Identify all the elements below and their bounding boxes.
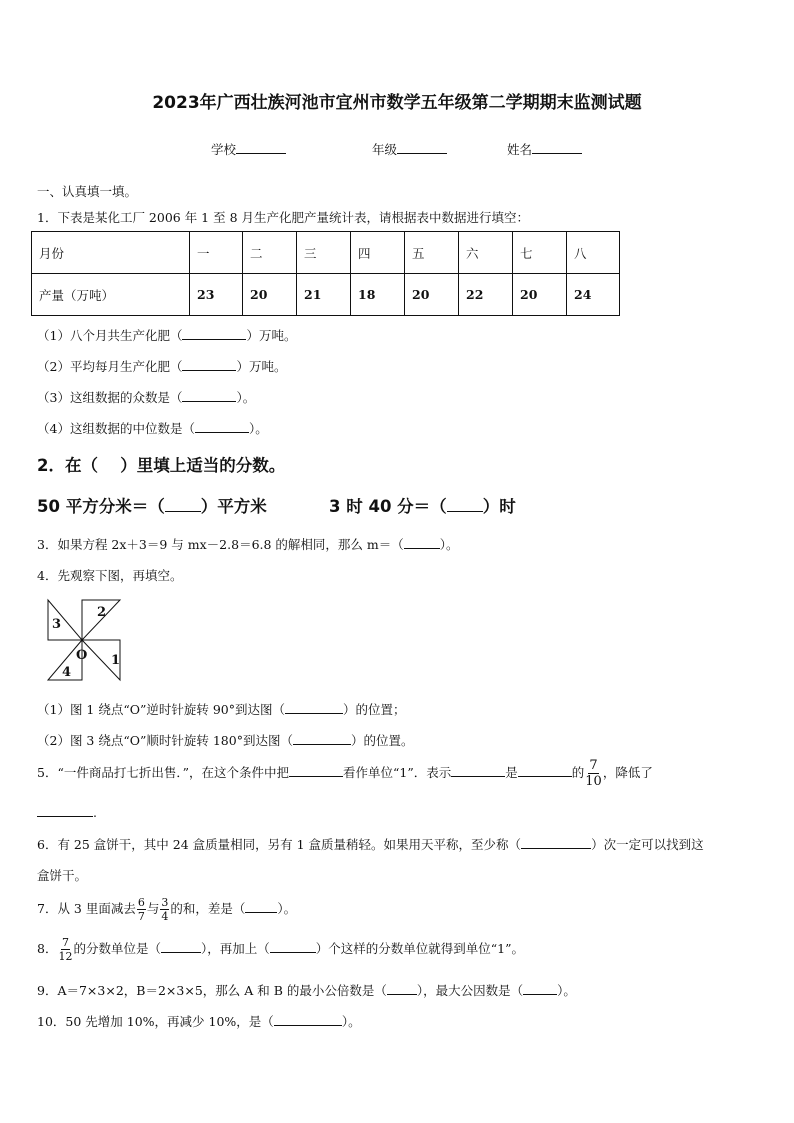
answer-blank[interactable] <box>182 369 236 371</box>
answer-blank[interactable] <box>182 338 246 340</box>
answer-blank[interactable] <box>245 911 277 913</box>
question-7: 7．从 3 里面减去 $\frac{6}{7}$ 与 $\frac{3}{4}$ 的和，差是（ ）。 <box>37 896 297 923</box>
question-9: 9．A＝7×3×2，B＝2×3×5，那么 A 和 B 的最小公倍数是（ ），最大公因数是（ ）。 <box>37 983 576 998</box>
table-cell: 22 <box>459 274 513 316</box>
table-cell: 20 <box>405 274 459 316</box>
question-4-sub-1: （1）图 1 绕点“O”逆时针旋转 90°到达图（ ）的位置； <box>37 702 406 717</box>
table-cell: 五 <box>405 232 459 274</box>
question-8: 8． $\frac{7}{12}$ 的分数单位是（ ），再加上（ ）个这样的分数单位就得到单位“1”。 <box>37 936 524 963</box>
answer-blank[interactable] <box>165 510 201 512</box>
answer-blank[interactable] <box>387 993 417 995</box>
label-o: O <box>76 648 88 663</box>
table-cell: 一 <box>190 232 243 274</box>
question-6-line-2: 盒饼干。 <box>37 868 88 883</box>
fraction-6-7: $\frac{6}{7}$ <box>137 896 145 923</box>
table-cell: 四 <box>351 232 405 274</box>
school-field <box>211 140 286 158</box>
table-cell: 20 <box>513 274 567 316</box>
fraction-7-10: $\frac{7}{10}$ <box>585 758 602 789</box>
question-8-number: 8． <box>37 941 58 956</box>
question-10: 10．50 先增加 10%，再减少 10%，是（ ）。 <box>37 1014 361 1029</box>
answer-blank[interactable] <box>518 775 572 777</box>
grade-blank[interactable] <box>397 152 447 154</box>
answer-blank[interactable] <box>289 775 343 777</box>
question-5-line-2: . <box>37 805 97 820</box>
question-1-sub-3: （3）这组数据的众数是（ ）。 <box>37 390 256 405</box>
table-cell: 21 <box>297 274 351 316</box>
answer-blank[interactable] <box>451 775 505 777</box>
table-cell: 七 <box>513 232 567 274</box>
grade-field <box>372 140 447 158</box>
table-cell: 八 <box>567 232 620 274</box>
production-table <box>31 231 620 316</box>
table-header-cell: 月份 <box>32 232 190 274</box>
table-cell: 23 <box>190 274 243 316</box>
question-1-sub-1: （1）八个月共生产化肥（ ）万吨。 <box>37 328 297 343</box>
name-label: 姓名 <box>507 142 533 157</box>
answer-blank[interactable] <box>523 993 557 995</box>
label-3: 3 <box>52 617 62 632</box>
fraction-7-12: $\frac{7}{12}$ <box>58 936 73 963</box>
table-cell: 六 <box>459 232 513 274</box>
answer-blank[interactable] <box>293 743 351 745</box>
school-label: 学校 <box>211 142 237 157</box>
table-row <box>32 232 620 274</box>
table-cell: 18 <box>351 274 405 316</box>
answer-blank[interactable] <box>274 1024 342 1026</box>
grade-label: 年级 <box>372 142 398 157</box>
name-field <box>507 140 582 158</box>
question-1-sub-2: （2）平均每月生产化肥（ ）万吨。 <box>37 359 287 374</box>
table-header-cell: 产量（万吨） <box>32 274 190 316</box>
question-5: 5．“一件商品打七折出售．”，在这个条件中把 看作单位“1”．表示 是 的 $\frac{7}{10}$ ，降低了 <box>37 758 653 789</box>
question-3: 3．如果方程 2x＋3＝9 与 mx－2.8＝6.8 的解相同，那么 m＝（ ）。 <box>37 537 459 552</box>
label-4: 4 <box>62 665 72 680</box>
name-blank[interactable] <box>532 152 582 154</box>
answer-blank[interactable] <box>447 510 483 512</box>
question-1-sub-4: （4）这组数据的中位数是（ ）。 <box>37 421 268 436</box>
section-heading: 一、认真填一填。 <box>37 184 138 199</box>
answer-blank[interactable] <box>285 712 343 714</box>
answer-blank[interactable] <box>161 951 201 953</box>
answer-blank[interactable] <box>521 847 591 849</box>
question-6: 6．有 25 盒饼干，其中 24 盒质量相同，另有 1 盒质量稍轻。如果用天平称，至少称（ ）次一定可以找到这 <box>37 837 704 852</box>
question-1-text: 1．下表是某化工厂 2006 年 1 至 8 月生产化肥产量统计表，请根据表中数据进行填空： <box>37 210 530 225</box>
school-blank[interactable] <box>236 152 286 154</box>
question-4-text: 4．先观察下图，再填空。 <box>37 568 183 583</box>
table-row <box>32 274 620 316</box>
answer-blank[interactable] <box>182 400 236 402</box>
fraction-3-4: $\frac{3}{4}$ <box>161 896 169 923</box>
answer-blank[interactable] <box>270 951 316 953</box>
answer-blank[interactable] <box>195 431 249 433</box>
answer-blank[interactable] <box>404 547 440 549</box>
question-2-part-b: 3 时 40 分＝（ ）时 <box>329 497 516 516</box>
question-2-part-a: 50 平方分米＝（ ）平方米 <box>37 497 267 516</box>
table-cell: 20 <box>243 274 297 316</box>
table-cell: 24 <box>567 274 620 316</box>
label-2: 2 <box>97 605 107 620</box>
page-title: 2023年广西壮族河池市宜州市数学五年级第二学期期末监测试题 <box>152 93 642 113</box>
question-4-sub-2: （2）图 3 绕点“O”顺时针旋转 180°到达图（ ）的位置。 <box>37 733 414 748</box>
table-cell: 二 <box>243 232 297 274</box>
label-1: 1 <box>111 653 121 668</box>
table-cell: 三 <box>297 232 351 274</box>
answer-blank[interactable] <box>37 815 93 817</box>
rotation-figure <box>44 598 124 682</box>
question-2-text: 2．在（ ）里填上适当的分数。 <box>37 456 286 475</box>
